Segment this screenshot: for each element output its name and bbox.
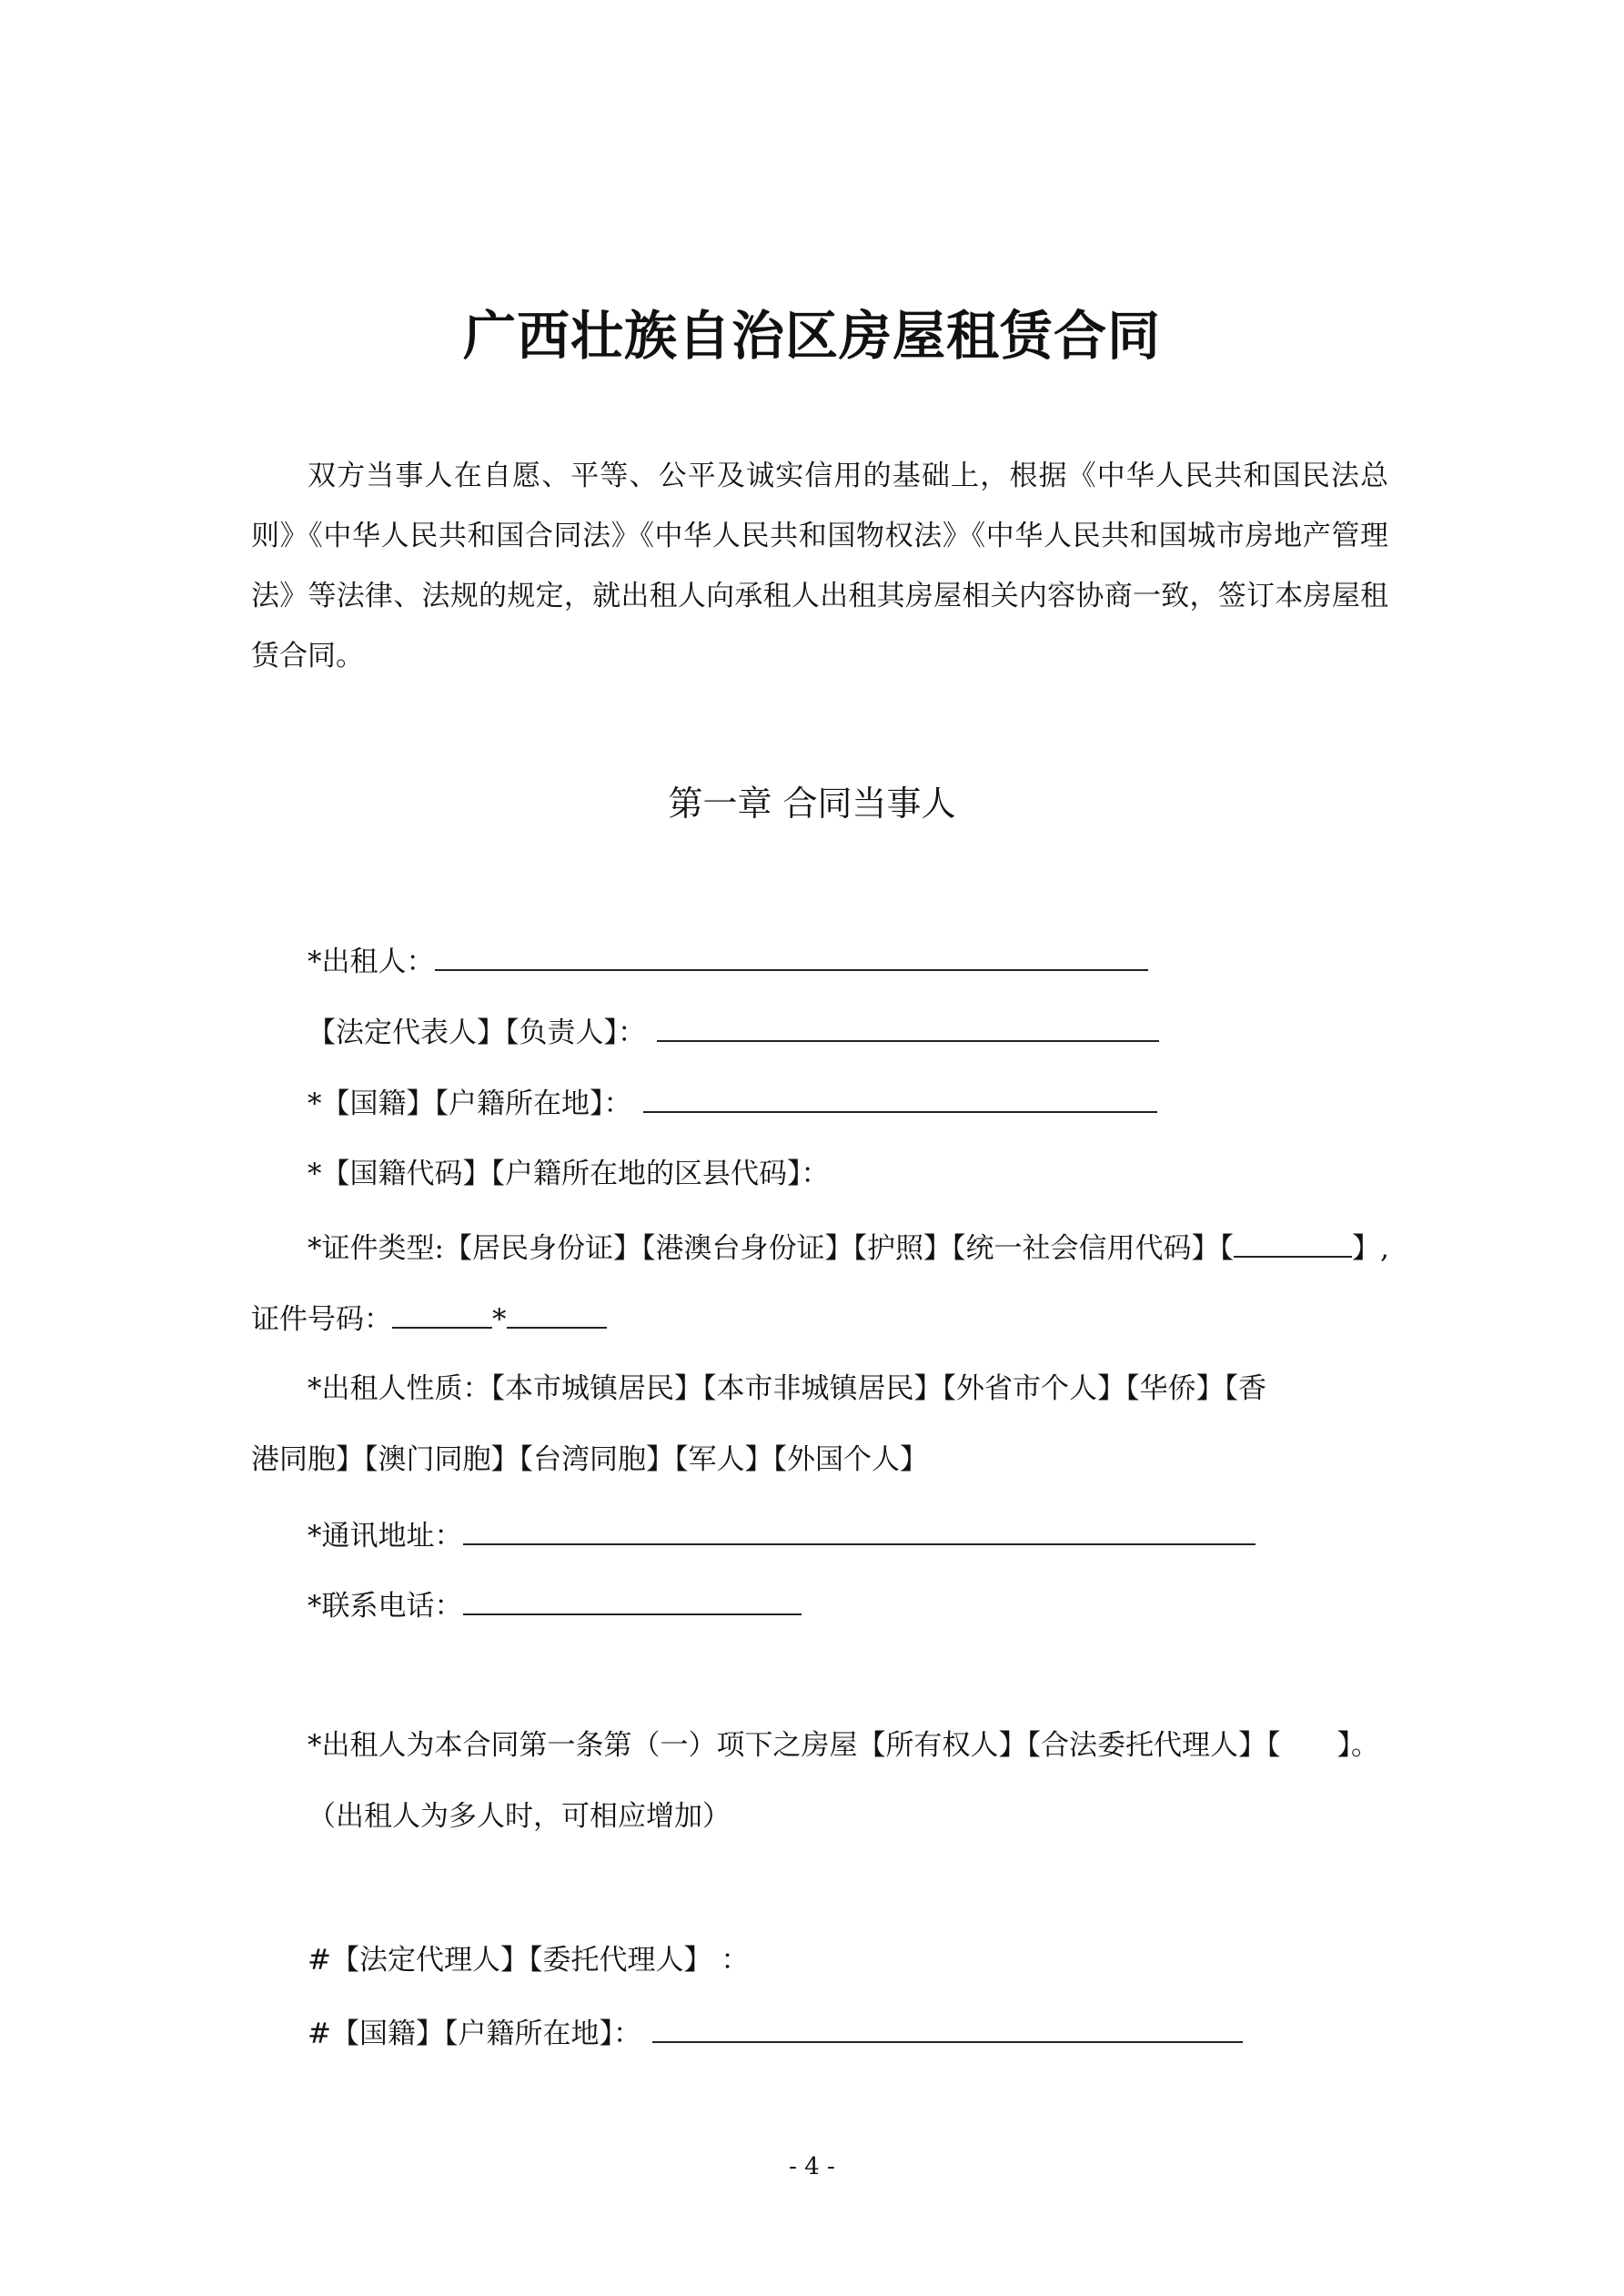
owner-role-line: *出租人为本合同第一条第（一）项下之房屋【所有权人】【合法委托代理人】【 】。 (308, 1729, 1379, 1762)
intro-paragraph: 双方当事人在自愿、平等、公平及诚实信用的基础上，根据《中华人民共和国民法总则》《中华人民共和国合同法》《中华人民共和国物权法》《中华人民共和国城市房地产管理法》等法律、法规的规定，就出租人向承租人出租其房屋相关内容协商一致，签订本房屋租赁合同。 (251, 460, 1388, 673)
multi-lessor-note: （出租人为多人时，可相应增加） (308, 1800, 731, 1833)
lessor-field (308, 942, 1148, 980)
lessor-label: *出租人： (308, 946, 435, 978)
lessor-nature-line-1: *出租人性质：【本市城镇居民】【本市非城镇居民】【外省市个人】【华侨】【香 (308, 1372, 1266, 1405)
lessor-blank[interactable] (435, 942, 1148, 971)
nationality-code-field (308, 1156, 830, 1192)
nationality-field (308, 1084, 1157, 1122)
id-number-label: 证件号码： (251, 1303, 392, 1336)
agent-nationality-label: #【国籍】【户籍所在地】： (308, 2018, 641, 2050)
nationality-blank[interactable] (643, 1084, 1157, 1113)
chapter-heading: 第一章 合同当事人 (668, 784, 956, 824)
page-number: - 4 - (789, 2153, 835, 2180)
legal-rep-label: 【法定代表人】【负责人】： (308, 1017, 646, 1049)
agent-nationality-field (308, 2014, 1243, 2052)
id-type-label: *证件类型:【居民身份证】【港澳台身份证】【护照】【统一社会信用代码】【 (308, 1232, 1234, 1265)
id-type-field (308, 1229, 1389, 1267)
address-label: *通讯地址： (308, 1520, 463, 1553)
phone-field (308, 1586, 802, 1624)
id-type-end: 】, (1351, 1232, 1389, 1265)
legal-rep-field (308, 1013, 1159, 1051)
agent-nationality-blank[interactable] (652, 2014, 1243, 2043)
id-number-blank-2[interactable] (507, 1300, 607, 1329)
id-number-separator: * (492, 1303, 507, 1336)
document-title: 广西壮族自治区房屋租赁合同 (462, 305, 1161, 367)
legal-rep-blank[interactable] (657, 1013, 1159, 1042)
lessor-nature-line-2: 港同胞】【澳门同胞】【台湾同胞】【军人】【外国个人】 (251, 1443, 928, 1476)
nationality-label: *【国籍】【户籍所在地】： (308, 1087, 632, 1120)
agent-field: #【法定代理人】【委托代理人】 ： (308, 1944, 750, 1977)
address-field (308, 1516, 1256, 1554)
id-number-field (251, 1300, 607, 1338)
id-number-blank-1[interactable] (392, 1300, 492, 1329)
id-type-other-blank[interactable] (1234, 1229, 1352, 1258)
nationality-code-label: *【国籍代码】【户籍所在地的区县代码】： (308, 1158, 830, 1190)
address-blank[interactable] (463, 1516, 1256, 1545)
phone-label: *联系电话： (308, 1590, 463, 1623)
phone-blank[interactable] (463, 1586, 802, 1615)
